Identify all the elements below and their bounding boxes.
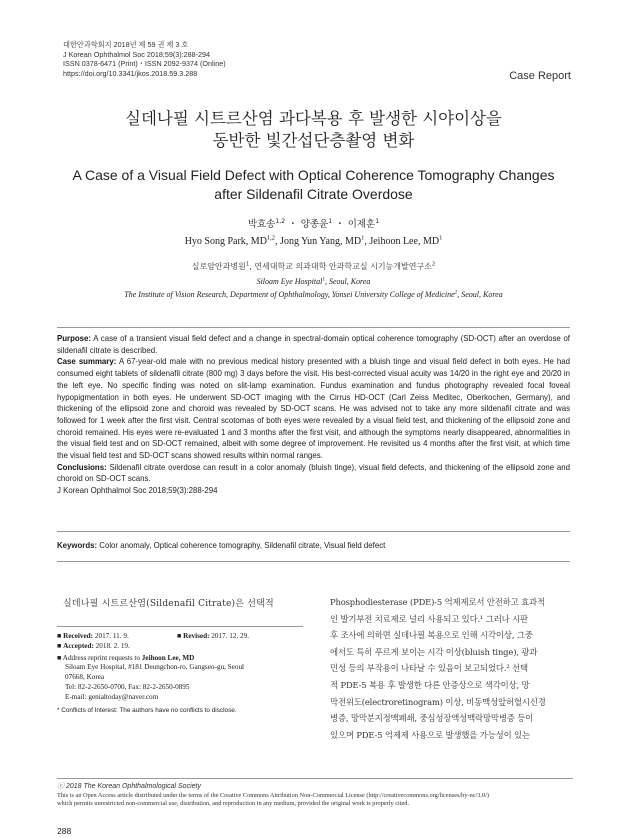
conflict-of-interest: * Conflicts of Interest: The authors have no conflicts to disclose. <box>57 706 237 714</box>
affiliation-en-1 <box>0 277 627 286</box>
affiliation-en-2 <box>0 290 627 299</box>
abstract-bottom-rule <box>57 531 570 532</box>
body-right-column <box>330 594 573 743</box>
bullet: ■ <box>57 632 62 640</box>
keywords-label: Keywords: <box>57 541 98 550</box>
reprint-request <box>57 654 303 664</box>
author-en-3-sup: 1 <box>439 234 443 242</box>
body-line: Phosphodiesterase (PDE)-5 억제제로서 안전하고 효과적 <box>330 597 545 607</box>
body-left-intro: 실데나필 시트르산염(Sildenafil Citrate)은 선택적 <box>63 599 274 609</box>
copyright-block <box>57 783 577 809</box>
body-line: 에서도 특히 푸르게 보이는 시각 이상(bluish tinge), 광과 <box>330 646 538 657</box>
dates-row <box>57 632 303 642</box>
accepted <box>57 642 303 652</box>
aff-en-1-name: Siloam Eye Hospital <box>256 277 323 286</box>
abstract-top-rule <box>57 327 570 328</box>
purpose-text: A case of a transient visual field defect and a change in spectral-domain optical coherence tomography (SD-OCT) after an overdose of sildenafil citrate is described. <box>57 334 570 355</box>
case-summary-text: A 67-year-old male with no previous medical history presented with a bluish tinge and visual field defect in both eyes. He had consumed eight tablets of sildenafil citrate (800 mg) 3 days before the visit. His best-corrected visual acuity was 14/20 in the right eye and 20/20 in the left eye. No specific finding was noted on slit-lamp examination. Fundus examination and fundus photography revealed focal foveal hypopigmentation in both eyes. He underwent SD-OCT imaging with the Cirrus HD-OCT (Carl Zeiss Meditec, Oberkochen, Germany), and thickening of the ellipsoid zone and choroid was revealed by SD-OCT scans. He was advised not to take any more sildenafil citrate and was followed for 1 week after the first visit. Central scotomas of both eyes were revealed by a visual field test, and thickening of the ellipsoid zone and choroid remained. His eyes were re-evaluated 1 and 3 months after the first visit, and although the symptoms nearly disappeared, abnormalities in the visual field test and on SD-OCT remained, albeit with some degree of improvement. He revisited us 4 months after the first visit, at which time the visual field test and SD-OCT scans showed results within normal ranges. <box>57 357 570 461</box>
abstract-purpose <box>57 333 570 356</box>
doi-link[interactable]: https://doi.org/10.3341/jkos.2018.59.3.288 <box>63 68 198 78</box>
abstract-conclusions <box>57 462 570 485</box>
license-line-2: which permits unrestricted non-commercial use, distribution, and reproduction in any medium, provided the original work is properly cited. <box>57 800 410 808</box>
bullet: ■ <box>57 653 62 662</box>
reprint-prefix: Address reprint requests to <box>62 653 142 662</box>
aff-en-2-sup: 2 <box>454 289 458 296</box>
received-date: 2017. 11. 9. <box>93 632 129 640</box>
body-line: 후 조사에 의하면 실데나필 복용으로 인해 시각이상, 그중 <box>330 630 533 641</box>
license-line-1: This is an Open Access article distributed under the terms of the Creative Commons Attribution Non-Commercial License (http://creativecommons.org/licenses/by-nc/3.0/) <box>57 791 489 799</box>
title-english <box>0 166 627 203</box>
aff-en-2-name: The Institute of Vision Research, Department of Ophthalmology, Yonsei University College of Medicine <box>124 290 455 299</box>
body-line: 민성 등의 부작용이 나타날 수 있음이 보고되었다.² 선택 <box>330 663 528 674</box>
keywords <box>57 541 570 550</box>
abstract-citation: J Korean Ophthalmol Soc 2018;59(3):288-294 <box>57 486 218 496</box>
bullet: ■ <box>57 641 62 650</box>
case-summary-label: Case summary: <box>57 357 117 367</box>
author-en-2: Jong Yun Yang, MD <box>280 236 362 247</box>
affiliations-korean <box>0 261 627 272</box>
journal-issn: ISSN 0378-6471 (Print)・ISSN 2092-9374 (Online) <box>63 59 226 69</box>
abstract-case-summary <box>57 356 570 461</box>
author-ko-3: 이제훈 <box>347 219 376 230</box>
body-line: 막전위도(electroretinogram) 이상, 비동맥성앞허혈시신경 <box>330 696 546 707</box>
email[interactable]: E-mail: genialtoday@naver.com <box>65 692 159 701</box>
author-en-1: Hyo Song Park, MD <box>184 236 267 247</box>
address-line-2: 07668, Korea <box>65 673 105 682</box>
article-type: Case Report <box>509 70 571 82</box>
bullet: ■ <box>177 632 182 640</box>
footer-rule <box>57 778 573 779</box>
title-en-line2: after Sildenafil Citrate Overdose <box>214 185 413 202</box>
abstract <box>57 333 570 497</box>
aff-ko-2-sup: 2 <box>431 261 436 268</box>
conclusions-label: Conclusions: <box>57 462 107 472</box>
author-en-3: Jeihoon Lee, MD <box>369 236 440 247</box>
journal-header <box>63 40 226 78</box>
journal-name-ko: 대한안과학회지 2018년 제 59 권 제 3 호 <box>63 40 189 49</box>
author-en-1-sup: 1,2 <box>266 234 276 242</box>
aff-ko-1-sup: 1 <box>245 261 250 268</box>
revised-label: Revised: <box>183 632 210 640</box>
title-ko-line1: 실데나필 시트르산염 과다복용 후 발생한 시야이상을 <box>125 109 502 128</box>
author-separator: ・ <box>285 219 301 230</box>
accepted-label: Accepted: <box>63 641 94 650</box>
conclusions-text: Sildenafil citrate overdose can result in a color anomaly (bluish tinge), visual field defects, and thickening of the ellipsoid zone and choroid on SD-OCT scans. <box>57 462 570 484</box>
author-ko-1: 박효송 <box>247 219 276 230</box>
aff-en-2-suffix: , Seoul, Korea <box>457 290 503 299</box>
revised <box>177 632 249 642</box>
body-line: 적 PDE-5 복용 후 발생한 다른 안증상으로 색각이상, 망 <box>330 679 530 690</box>
author-en-2-sup: 1 <box>361 234 365 242</box>
author-comma: , <box>275 236 281 247</box>
aff-en-1-suffix: , Seoul, Korea <box>324 277 371 286</box>
reprint-name: Jeihoon Lee, MD <box>141 653 195 662</box>
body-line: 병증, 망막분지정맥폐쇄, 중심성장액성맥락망막병증 등이 <box>330 713 534 724</box>
tel-fax: Tel: 82-2-2650-0700, Fax: 82-2-2650-0895 <box>65 682 190 691</box>
body-line: 인 발기부전 치료제로 널리 사용되고 있다.¹ 그러나 시판 <box>330 613 528 624</box>
author-ko-2: 양종윤 <box>300 219 329 230</box>
accepted-date: 2018. 2. 19. <box>93 641 130 650</box>
author-ko-1-sup: 1,2 <box>275 217 286 225</box>
title-en-line1: A Case of a Visual Field Defect with Optical Coherence Tomography Changes <box>72 167 555 183</box>
aff-ko-1: 실로암안과병원 <box>191 262 246 271</box>
aff-ko-comma: , <box>249 262 255 271</box>
journal-citation: J Korean Ophthalmol Soc 2018;59(3):288-294 <box>63 49 211 59</box>
infobox-top-rule <box>57 626 303 627</box>
title-korean <box>0 108 627 152</box>
page-number: 288 <box>57 826 72 836</box>
body-line: 있으며 PDE-5 억제제 사용으로 발생했을 가능성이 있는 <box>330 729 530 740</box>
author-separator: ・ <box>332 219 348 230</box>
revised-date: 2017. 12. 29. <box>209 632 250 640</box>
purpose-label: Purpose: <box>57 334 91 343</box>
author-ko-3-sup: 1 <box>375 217 380 225</box>
authors-korean <box>0 216 627 230</box>
copyright-line: ⓒ 2018 The Korean Ophthalmological Society <box>57 783 201 790</box>
author-comma: , <box>364 236 370 247</box>
received-label: Received: <box>63 632 94 640</box>
reprint-address <box>57 663 303 702</box>
address-line-1: Siloam Eye Hospital, #181 Deungchon-ro, Gangseo-gu, Seoul <box>65 663 245 672</box>
aff-ko-2: 연세대학교 의과대학 안과학교실 시기능개발연구소 <box>254 262 432 271</box>
article-info-box <box>57 632 303 715</box>
title-ko-line2: 동반한 빛간섭단층촬영 변화 <box>212 131 415 150</box>
received <box>57 632 177 642</box>
keywords-bottom-rule <box>57 561 570 562</box>
aff-en-1-sup: 1 <box>322 276 325 283</box>
keywords-text: Color anomaly, Optical coherence tomography, Sildenafil citrate, Visual field defect <box>97 541 386 550</box>
author-ko-2-sup: 1 <box>328 217 333 225</box>
authors-english <box>0 236 627 247</box>
